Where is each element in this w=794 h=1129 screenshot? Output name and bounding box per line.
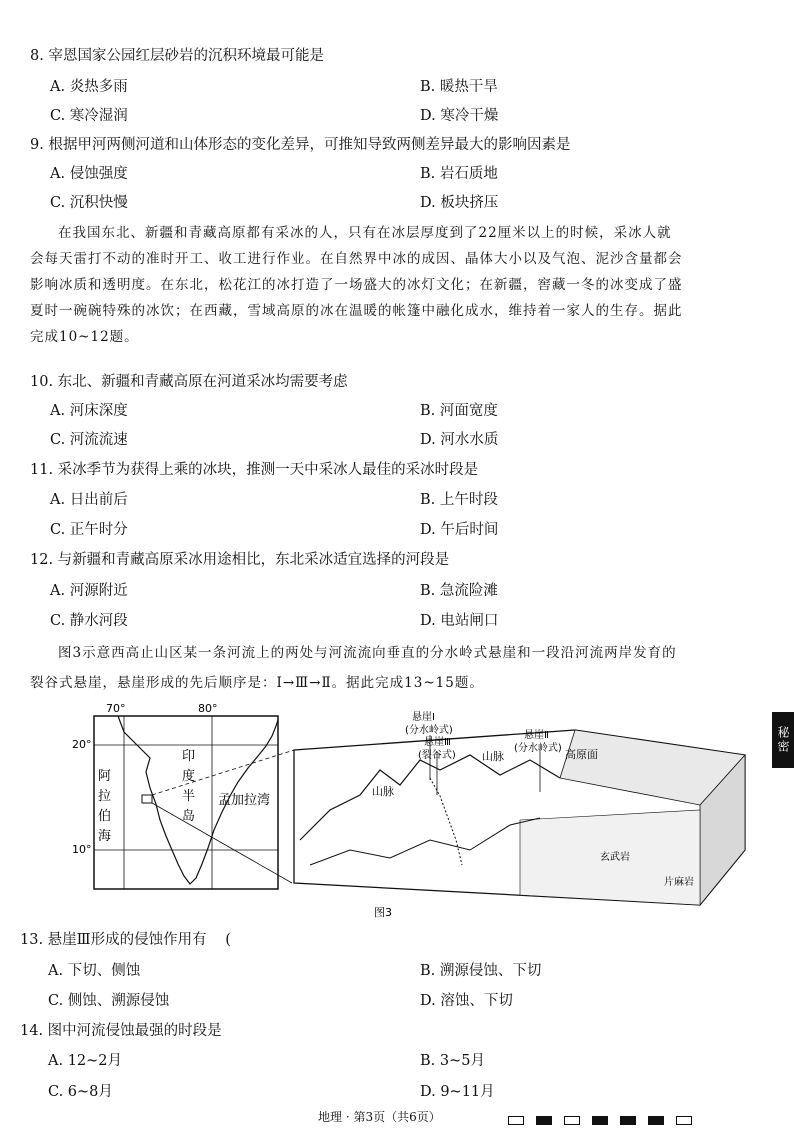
confidential-tab: 秘密 — [772, 712, 794, 768]
figure-3 — [0, 700, 794, 930]
option-d: D. 河水水质 — [420, 432, 499, 448]
question-number: 8. — [30, 48, 44, 64]
question-13 — [20, 928, 231, 949]
option-b: B. 3~5月 — [420, 1053, 485, 1069]
option-b: B. 上午时段 — [420, 492, 498, 508]
peninsula-label: 半 — [182, 789, 196, 804]
rock-label: 片麻岩 — [664, 877, 694, 888]
cliff-3-sublabel: (裂谷式) — [418, 750, 456, 761]
question-9 — [30, 133, 570, 154]
question-12 — [30, 548, 449, 569]
plateau-label: 高原面 — [565, 748, 598, 761]
rock-label: 玄武岩 — [600, 852, 630, 863]
scan-marks — [508, 1110, 704, 1129]
option-c: C. 寒冷湿润 — [50, 108, 128, 124]
option-d: D. 9~11月 — [420, 1084, 495, 1100]
figure-caption: 图3 — [374, 906, 392, 919]
option-d: D. 电站闸口 — [420, 613, 499, 629]
option-b: B. 溯源侵蚀、下切 — [420, 963, 542, 979]
question-stem: 与新疆和青藏高原采冰用途相比，东北采冰适宜选择的河段是 — [57, 552, 450, 568]
question-number: 13. — [20, 932, 44, 948]
peninsula-label: 岛 — [182, 809, 196, 824]
peninsula-label: 印 — [182, 749, 196, 764]
passage-line: 裂谷式悬崖，悬崖形成的先后顺序是：Ⅰ→Ⅲ→Ⅱ。据此完成13~15题。 — [30, 675, 484, 691]
locator-map — [72, 702, 278, 889]
option-a: A. 日出前后 — [50, 492, 128, 508]
option-a: A. 12~2月 — [48, 1053, 123, 1069]
sea-label: 伯 — [98, 809, 112, 824]
option-c: C. 河流流速 — [50, 432, 128, 448]
option-a: A. 炎热多雨 — [50, 79, 128, 95]
question-stem: 悬崖Ⅲ形成的侵蚀作用有 — [47, 932, 207, 948]
option-a: A. 侵蚀强度 — [50, 166, 128, 182]
cliff-1-sublabel: (分水岭式) — [405, 725, 453, 736]
stray-mark: ( — [225, 932, 231, 948]
latitude-label: 20° — [72, 738, 92, 751]
reading-passage-ice — [30, 220, 718, 350]
option-c: C. 正午时分 — [50, 522, 128, 538]
question-number: 12. — [30, 552, 54, 568]
option-c: C. 侧蚀、溯源侵蚀 — [48, 993, 170, 1009]
cliff-2-sublabel: (分水岭式) — [514, 743, 562, 754]
option-c: C. 6~8月 — [48, 1084, 113, 1100]
cliff-2-label: 悬崖Ⅱ — [524, 730, 549, 741]
option-c: C. 静水河段 — [50, 613, 128, 629]
option-a: A. 河床深度 — [50, 403, 128, 419]
option-b: B. 岩石质地 — [420, 166, 498, 182]
sea-label: 拉 — [98, 789, 112, 804]
option-a: A. 河源附近 — [50, 583, 128, 599]
mountain-label: 山脉 — [482, 750, 504, 763]
option-d: D. 午后时间 — [420, 522, 499, 538]
question-stem: 采冰季节为获得上乘的冰块，推测一天中采冰人最佳的采冰时段是 — [57, 462, 479, 478]
question-stem: 根据甲河两侧河道和山体形态的变化差异，可推知导致两侧差异最大的影响因素是 — [48, 137, 571, 153]
passage-line: 图3示意西高止山区某一条河流上的两处与河流流向垂直的分水岭式悬崖和一段沿河流两岸发育的 — [58, 645, 677, 661]
question-number: 9. — [30, 137, 44, 153]
longitude-label: 70° — [106, 702, 126, 715]
passage-line: 在我国东北、新疆和青藏高原都有采冰的人，只有在冰层厚度到了22厘米以上的时候，采冰人就 — [58, 225, 672, 241]
passage-line: 夏时一碗碗特殊的冰饮；在西藏，雪域高原的冰在温暖的帐篷中融化成水，维持着一家人的生存。据此 — [30, 303, 683, 319]
option-c: C. 沉积快慢 — [50, 195, 128, 211]
question-stem: 宰恩国家公园红层砂岩的沉积环境最可能是 — [48, 48, 324, 64]
passage-line: 影响冰质和透明度。在东北，松花江的冰打造了一场盛大的冰灯文化；在新疆，窖藏一冬的冰变成了盛 — [30, 277, 683, 293]
passage-line: 完成10~12题。 — [30, 329, 139, 345]
page-footer: 地理 · 第3页（共6页） — [318, 1110, 441, 1124]
option-b: B. 暖热干旱 — [420, 79, 498, 95]
block-diagram — [294, 710, 745, 905]
question-11 — [30, 458, 478, 479]
cliff-1-label: 悬崖Ⅰ — [412, 712, 435, 723]
latitude-label: 10° — [72, 843, 92, 856]
option-b: B. 河面宽度 — [420, 403, 498, 419]
option-d: D. 板块挤压 — [420, 195, 499, 211]
sea-label: 阿 — [98, 769, 112, 784]
question-number: 14. — [20, 1023, 44, 1039]
question-stem: 东北、新疆和青藏高原在河道采冰均需要考虑 — [57, 374, 348, 390]
question-number: 10. — [30, 374, 54, 390]
passage-line: 会每天雷打不动的准时开工、收工进行作业。在自然界中冰的成因、晶体大小以及气泡、泥沙含量都会 — [30, 251, 683, 267]
cliff-3-label: 悬崖Ⅲ — [424, 737, 451, 748]
peninsula-label: 度 — [182, 769, 196, 784]
option-b: B. 急流险滩 — [420, 583, 498, 599]
option-a: A. 下切、侧蚀 — [48, 963, 141, 979]
option-d: D. 溶蚀、下切 — [420, 993, 513, 1009]
reading-passage-cliff — [30, 638, 718, 698]
bay-label: 孟加拉湾 — [218, 793, 271, 808]
question-8 — [30, 44, 324, 65]
question-number: 11. — [30, 462, 54, 478]
question-stem: 图中河流侵蚀最强的时段是 — [47, 1023, 222, 1039]
question-14 — [20, 1019, 222, 1040]
sea-label: 海 — [98, 829, 112, 844]
mountain-label: 山脉 — [372, 785, 394, 798]
longitude-label: 80° — [198, 702, 218, 715]
option-d: D. 寒冷干燥 — [420, 108, 499, 124]
question-10 — [30, 370, 348, 391]
